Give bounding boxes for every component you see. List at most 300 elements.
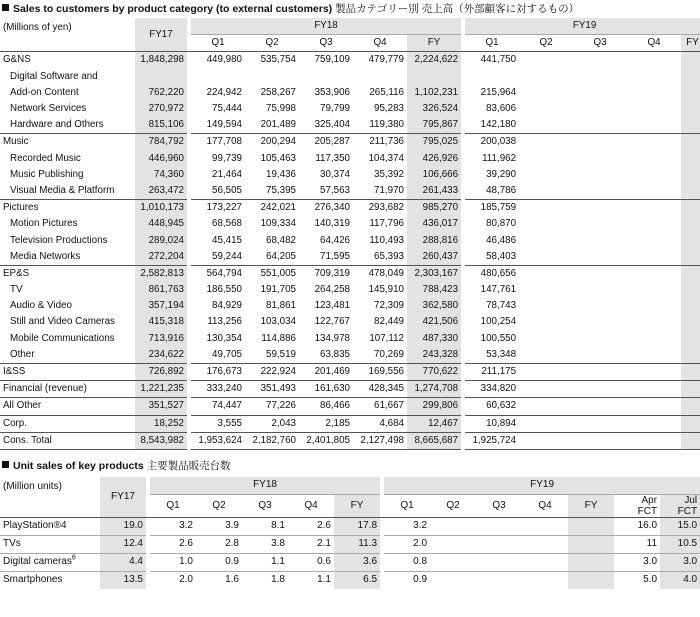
units-header-fy18-fy: FY [334, 494, 380, 517]
cell-fy19-q4 [627, 381, 681, 398]
header-fy18-q1: Q1 [211, 37, 225, 49]
table-row [0, 298, 700, 314]
row-label: Visual Media & Platform [10, 184, 115, 196]
row-label: Music Publishing [10, 168, 84, 180]
cell-fy19-q2 [519, 69, 573, 85]
cell-fy17: 270,972 [135, 101, 187, 117]
cell-fy17: 815,106 [135, 117, 187, 134]
cell-fy19-q1: 334,820 [465, 381, 519, 398]
units-header-fy18: FY18 [150, 477, 380, 495]
cell-fy18-q3: 2,185 [299, 415, 353, 432]
cell-fy18-q1: 449,980 [206, 54, 242, 66]
cell-fy18-q3: 140,319 [314, 218, 350, 230]
table-row [0, 553, 700, 571]
cell-fy19-q2 [519, 134, 573, 151]
unit-cell-fy19-q2 [430, 553, 476, 571]
cell-fy18-fy: 487,330 [407, 331, 461, 347]
row-label: Digital Software and [10, 70, 98, 82]
unit-cell-apr-fct: 5.0 [643, 574, 658, 586]
cell-fy19-fy [681, 85, 700, 101]
cell-fy18-q1 [191, 69, 245, 85]
cell-fy18-fy: 2,224,622 [407, 52, 461, 69]
cell-fy18-q1: 49,705 [212, 348, 242, 360]
cell-fy19-q4 [627, 314, 681, 330]
row-label: Television Productions [10, 234, 108, 246]
unit-row-label: Smartphones [3, 574, 63, 586]
cell-fy18-q2: 200,294 [245, 134, 299, 151]
units-header-apr-fct: Apr FCT [637, 494, 658, 517]
cell-fy19-q1: 185,759 [465, 200, 519, 217]
unit-cell-fy18-fy: 6.5 [334, 571, 380, 589]
units-header-jul-fct: Jul FCT [660, 494, 700, 517]
cell-fy19-q3 [573, 398, 627, 415]
unit-cell-fy18-q3: 1.8 [271, 574, 285, 586]
unit-cell-fy19-q4 [522, 535, 568, 553]
cell-fy18-fy: 260,437 [407, 249, 461, 266]
unit-cell-jul-fct: 15.0 [660, 517, 700, 535]
cell-fy19-q2 [519, 265, 573, 282]
table-row [0, 314, 700, 330]
table-row [0, 69, 700, 85]
sales-header-row-1 [0, 18, 700, 35]
cell-fy18-q4: 293,682 [353, 200, 407, 217]
cell-fy19-q2 [519, 432, 573, 449]
table-row [0, 331, 700, 347]
cell-fy19-q3 [573, 151, 627, 167]
cell-fy19-q1: 111,962 [482, 152, 517, 164]
cell-fy19-q4 [627, 415, 681, 432]
cell-fy18-q2: 105,463 [260, 152, 296, 164]
unit-cell-fy18-q4: 0.6 [288, 553, 334, 571]
row-label: Recorded Music [10, 152, 81, 164]
cell-fy19-q2 [519, 52, 573, 69]
cell-fy18-q1: 177,708 [191, 134, 245, 151]
unit-cell-fy19-fy [568, 535, 614, 553]
unit-cell-fy18-q1: 1.0 [150, 553, 196, 571]
cell-fy18-q2: 75,395 [266, 184, 296, 196]
cell-fy18-q4: 110,493 [369, 234, 404, 246]
cell-fy18-q4: 145,910 [368, 284, 404, 296]
table-row [0, 151, 700, 167]
cell-fy18-q4: 71,970 [374, 184, 404, 196]
cell-fy18-q3: 30,374 [320, 168, 350, 180]
cell-fy19-q3 [573, 282, 627, 298]
cell-fy19-fy [681, 265, 700, 282]
cell-fy19-q2 [519, 101, 573, 117]
cell-fy19-q2 [519, 298, 573, 314]
header-fy18-q2: Q2 [265, 37, 279, 49]
row-label: Hardware and Others [10, 119, 104, 131]
cell-fy19-q4 [627, 265, 681, 282]
cell-fy18-fy: 2,303,167 [407, 265, 461, 282]
cell-fy19-q3 [573, 381, 627, 398]
cell-fy18-q2: 114,886 [261, 332, 296, 344]
table-row [0, 167, 700, 183]
unit-cell-fy18-fy: 11.3 [334, 535, 380, 553]
cell-fy18-q2: 551,005 [245, 265, 299, 282]
unit-row-label: Digital cameras$^6$ [0, 553, 100, 571]
cell-fy19-q4 [627, 52, 681, 69]
cell-fy19-q4 [627, 232, 681, 248]
unit-cell-jul-fct: 3.0 [660, 553, 700, 571]
cell-fy19-q3 [573, 249, 627, 266]
cell-fy18-q2: 103,034 [260, 316, 296, 328]
cell-fy19-q4 [627, 363, 681, 380]
cell-fy18-q3: 134,978 [314, 332, 350, 344]
header-fy18-fy: FY [407, 35, 461, 52]
cell-fy17: 234,622 [135, 347, 187, 364]
cell-fy19-q2 [519, 117, 573, 134]
unit-cell-fy18-fy: 3.6 [334, 553, 380, 571]
cell-fy19-q4 [627, 216, 681, 232]
cell-fy19-q3 [573, 298, 627, 314]
cell-fy17: 351,527 [135, 398, 187, 415]
cell-fy19-q1: 78,743 [486, 300, 517, 312]
cell-fy19-q4 [627, 347, 681, 364]
cell-fy18-q2: 222,924 [245, 363, 299, 380]
cell-fy18-q2: 2,043 [245, 415, 299, 432]
cell-fy18-fy: 326,524 [407, 101, 461, 117]
cell-fy19-q1: 83,606 [486, 103, 517, 115]
row-label: G&NS [3, 54, 31, 66]
cell-fy19-q3 [573, 232, 627, 248]
cell-fy18-fy: 985,270 [407, 200, 461, 217]
cell-fy19-fy [681, 151, 700, 167]
cell-fy18-q1: 1,953,624 [191, 432, 245, 449]
unit-cell-fy18-q2: 2.8 [196, 535, 242, 553]
cell-fy19-q2 [519, 200, 573, 217]
cell-fy17: 2,582,813 [135, 265, 187, 282]
cell-fy19-fy [681, 232, 700, 248]
cell-fy18-q3: 205,287 [299, 134, 353, 151]
table-row [0, 415, 700, 432]
bullet-square-icon [2, 461, 9, 468]
cell-fy18-q1: 99,739 [212, 152, 242, 164]
cell-fy18-q2: 81,861 [266, 300, 296, 312]
cell-fy18-q3: 57,563 [320, 184, 350, 196]
units-header-fy19-q3: Q3 [492, 499, 506, 511]
header-fy19-q1: Q1 [485, 37, 499, 49]
cell-fy18-fy: 362,580 [407, 298, 461, 314]
cell-fy17: 861,763 [135, 282, 187, 298]
unit-cell-fy19-q2 [430, 571, 476, 589]
unit-cell-apr-fct: 3.0 [614, 553, 660, 571]
cell-fy18-q2: 68,482 [266, 234, 296, 246]
sales-table [0, 18, 700, 450]
unit-cell-fy18-q1: 3.2 [150, 517, 196, 535]
units-header-fy17: FY17 [100, 477, 146, 518]
table-row [0, 381, 700, 398]
cell-fy19-q2 [519, 415, 573, 432]
cell-fy18-fy: 770,622 [407, 363, 461, 380]
unit-row-label: PlayStation®4 [0, 517, 100, 535]
cell-fy18-q4 [353, 69, 407, 85]
cell-fy18-q4: 4,684 [353, 415, 407, 432]
cell-fy17: 18,252 [135, 415, 187, 432]
unit-cell-apr-fct: 11 [614, 535, 660, 553]
cell-fy19-fy [681, 347, 700, 364]
units-header-fy18-q2: Q2 [212, 499, 226, 511]
unit-cell-fy17: 4.4 [100, 553, 146, 571]
units-header-fy19: FY19 [384, 477, 700, 495]
cell-fy18-q4: 117,796 [369, 218, 404, 230]
cell-fy19-q2 [519, 347, 573, 364]
table-row [0, 432, 700, 449]
units-header-fy19-fy: FY [568, 494, 614, 517]
cell-fy18-q4: 104,374 [368, 152, 404, 164]
unit-cell-fy18-fy: 17.8 [334, 517, 380, 535]
cell-fy19-q1: 60,632 [465, 398, 519, 415]
unit-cell-fy18-q4: 1.1 [317, 574, 331, 586]
cell-fy19-q3 [573, 331, 627, 347]
row-label: I&SS [0, 363, 135, 380]
row-label: Financial (revenue) [0, 381, 135, 398]
cell-fy19-q3 [573, 314, 627, 330]
cell-fy19-q3 [573, 69, 627, 85]
cell-fy19-q3 [573, 183, 627, 200]
cell-fy18-q4: 119,380 [369, 119, 404, 131]
cell-fy19-q2 [519, 331, 573, 347]
row-label: Mobile Communications [10, 332, 115, 344]
cell-fy19-q1: 48,786 [486, 184, 517, 196]
table-row [0, 134, 700, 151]
row-label: Media Networks [10, 250, 81, 262]
cell-fy18-q3: 64,426 [320, 234, 350, 246]
cell-fy18-q1: 75,444 [212, 103, 242, 115]
cell-fy19-q1: 53,348 [486, 348, 517, 360]
cell-fy18-q2: 77,226 [245, 398, 299, 415]
table-row [0, 101, 700, 117]
cell-fy19-fy [681, 363, 700, 380]
unit-cell-jul-fct: 10.5 [660, 535, 700, 553]
cell-fy18-fy: 436,017 [407, 216, 461, 232]
cell-fy18-q4: 107,112 [369, 332, 404, 344]
cell-fy18-q4: 82,449 [374, 316, 404, 328]
cell-fy18-q4: 265,116 [369, 86, 404, 98]
cell-fy18-q3: 71,595 [320, 250, 350, 262]
row-label: Corp. [0, 415, 135, 432]
cell-fy19-q1: 80,870 [486, 218, 517, 230]
cell-fy19-fy [681, 216, 700, 232]
unit-cell-fy19-q4 [522, 553, 568, 571]
cell-fy18-q2: 59,519 [266, 348, 296, 360]
cell-fy19-q4 [627, 432, 681, 449]
unit-cell-fy18-q1: 2.0 [179, 574, 193, 586]
cell-fy18-q1: 56,505 [212, 184, 242, 196]
units-header-fy18-q4: Q4 [304, 499, 318, 511]
cell-fy18-q3: 276,340 [299, 200, 353, 217]
row-label: Music [0, 134, 135, 151]
cell-fy18-fy: 788,423 [407, 282, 461, 298]
cell-fy19-q4 [627, 134, 681, 151]
unit-row-label: TVs [0, 535, 100, 553]
cell-fy19-q4 [627, 167, 681, 183]
cell-fy18-q1: 45,415 [212, 234, 242, 246]
cell-fy18-q3: 79,799 [320, 103, 350, 115]
cell-fy18-q2: 258,267 [260, 86, 296, 98]
cell-fy18-q2: 64,205 [266, 250, 296, 262]
cell-fy18-q2: 242,021 [245, 200, 299, 217]
table-row [0, 216, 700, 232]
units-header-fy18-q1: Q1 [166, 499, 180, 511]
unit-cell-fy19-q2 [430, 517, 476, 535]
cell-fy18-q1: 176,673 [191, 363, 245, 380]
cell-fy19-q4 [627, 331, 681, 347]
cell-fy19-q1: 142,180 [480, 119, 517, 131]
cell-fy19-q2 [519, 167, 573, 183]
header-fy19-fy: FY [681, 35, 700, 52]
cell-fy19-q1: 480,656 [465, 265, 519, 282]
cell-fy18-fy: 795,025 [407, 134, 461, 151]
cell-fy18-q2: 19,436 [266, 168, 296, 180]
cell-fy19-q2 [519, 282, 573, 298]
table-row [0, 52, 700, 69]
cell-fy18-fy: 795,867 [407, 117, 461, 134]
cell-fy18-q4: 211,736 [353, 134, 407, 151]
cell-fy18-q3: 325,404 [314, 119, 350, 131]
cell-fy18-q3: 63,835 [320, 348, 350, 360]
cell-fy18-q3: 117,350 [315, 152, 350, 164]
cell-fy18-fy: 106,666 [407, 167, 461, 183]
cell-fy19-fy [681, 167, 700, 183]
cell-fy19-fy [681, 117, 700, 134]
unit-cell-fy17: 13.5 [100, 571, 146, 589]
table-row [0, 535, 700, 553]
cell-fy19-q4 [627, 183, 681, 200]
unit-cell-fy18-q4: 2.6 [288, 517, 334, 535]
cell-fy19-q3 [573, 134, 627, 151]
cell-fy19-q1: 100,550 [480, 332, 517, 344]
cell-fy19-q2 [519, 381, 573, 398]
table-row [0, 347, 700, 364]
unit-cell-fy19-q4 [522, 571, 568, 589]
cell-fy17: 8,543,982 [135, 432, 187, 449]
cell-fy19-fy [681, 200, 700, 217]
cell-fy19-q1: 147,761 [480, 284, 517, 296]
cell-fy19-q4 [627, 298, 681, 314]
cell-fy18-q1: 21,464 [212, 168, 242, 180]
cell-fy18-q1: 84,929 [212, 300, 242, 312]
cell-fy19-q2 [519, 232, 573, 248]
cell-fy19-fy [681, 314, 700, 330]
cell-fy18-q1: 68,568 [212, 218, 242, 230]
cell-fy18-q4: 61,667 [353, 398, 407, 415]
cell-fy19-fy [681, 331, 700, 347]
cell-fy19-q1: 1,925,724 [465, 432, 519, 449]
cell-fy19-q3 [573, 85, 627, 101]
cell-fy19-q3 [573, 167, 627, 183]
header-fy18: FY18 [191, 18, 461, 35]
unit-cell-fy19-q1: 0.8 [384, 553, 430, 571]
table-row [0, 232, 700, 248]
cell-fy19-fy [681, 282, 700, 298]
cell-fy19-q3 [573, 101, 627, 117]
cell-fy19-fy [681, 101, 700, 117]
cell-fy19-q4 [627, 282, 681, 298]
row-label: Pictures [0, 200, 135, 217]
cell-fy18-q1: 130,354 [206, 332, 242, 344]
cell-fy18-q4: 72,309 [374, 300, 404, 312]
table-row [0, 265, 700, 282]
cell-fy17: 1,848,298 [135, 52, 187, 69]
cell-fy19-fy [681, 415, 700, 432]
cell-fy18-q1: 173,227 [191, 200, 245, 217]
cell-fy19-q3 [573, 432, 627, 449]
cell-fy17: 357,194 [135, 298, 187, 314]
cell-fy19-q1: 215,964 [480, 86, 517, 98]
cell-fy17: 713,916 [135, 331, 187, 347]
cell-fy19-q1: 39,290 [486, 168, 517, 180]
cell-fy17: 726,892 [135, 363, 187, 380]
cell-fy18-q2: 191,705 [260, 284, 296, 296]
cell-fy18-q3: 709,319 [299, 265, 353, 282]
row-label: Add-on Content [10, 86, 79, 98]
units-header-fy19-q2: Q2 [446, 499, 460, 511]
cell-fy18-q3: 122,767 [314, 316, 350, 328]
cell-fy17: 263,472 [135, 183, 187, 200]
unit-cell-fy18-q3: 1.1 [242, 553, 288, 571]
cell-fy19-q4 [627, 200, 681, 217]
cell-fy18-q1: 113,256 [207, 316, 242, 328]
cell-fy19-q2 [519, 151, 573, 167]
unit-cell-apr-fct: 16.0 [614, 517, 660, 535]
cell-fy19-q4 [627, 151, 681, 167]
cell-fy17: 446,960 [135, 151, 187, 167]
cell-fy18-q4: 65,393 [374, 250, 404, 262]
cell-fy18-fy: 288,816 [407, 232, 461, 248]
cell-fy17: 289,024 [135, 232, 187, 248]
row-label: EP&S [0, 265, 135, 282]
units-header-row-1 [0, 477, 700, 495]
units-header-fy19-q4: Q4 [538, 499, 552, 511]
cell-fy18-q1: 333,240 [191, 381, 245, 398]
cell-fy18-fy: 426,926 [407, 151, 461, 167]
cell-fy19-q1: 10,894 [465, 415, 519, 432]
cell-fy19-fy [681, 52, 700, 69]
unit-cell-fy19-fy [568, 571, 614, 589]
cell-fy19-q2 [519, 85, 573, 101]
cell-fy18-fy: 421,506 [407, 314, 461, 330]
unit-cell-fy19-q3 [476, 517, 522, 535]
cell-fy19-fy [681, 249, 700, 266]
cell-fy19-fy [681, 134, 700, 151]
cell-fy17: 415,318 [135, 314, 187, 330]
cell-fy19-q4 [627, 69, 681, 85]
cell-fy18-q2: 201,489 [260, 119, 296, 131]
cell-fy18-q1: 186,550 [206, 284, 242, 296]
unit-label: (Millions of yen) [3, 22, 72, 33]
table-row [0, 571, 700, 589]
cell-fy18-fy: 243,328 [407, 347, 461, 364]
table-row [0, 282, 700, 298]
table-row [0, 117, 700, 134]
cell-fy17: 762,220 [135, 85, 187, 101]
cell-fy18-q4: 95,283 [374, 103, 404, 115]
units-unit-label: (Million units) [3, 480, 62, 492]
cell-fy19-q1: 211,175 [465, 363, 519, 380]
unit-cell-fy19-q1: 0.9 [413, 574, 428, 586]
cell-fy19-fy [681, 298, 700, 314]
header-fy19-q2: Q2 [539, 37, 553, 49]
cell-fy19-q2 [519, 249, 573, 266]
unit-cell-fy18-q3: 3.8 [242, 535, 288, 553]
cell-fy17: 74,360 [135, 167, 187, 183]
unit-cell-fy18-q2: 0.9 [196, 553, 242, 571]
units-section-title: Unit sales of key products 主要製品販売台数 [0, 457, 700, 475]
cell-fy18-q3: 2,401,805 [299, 432, 353, 449]
table-row [0, 183, 700, 200]
cell-fy18-q1: 149,594 [206, 119, 242, 131]
